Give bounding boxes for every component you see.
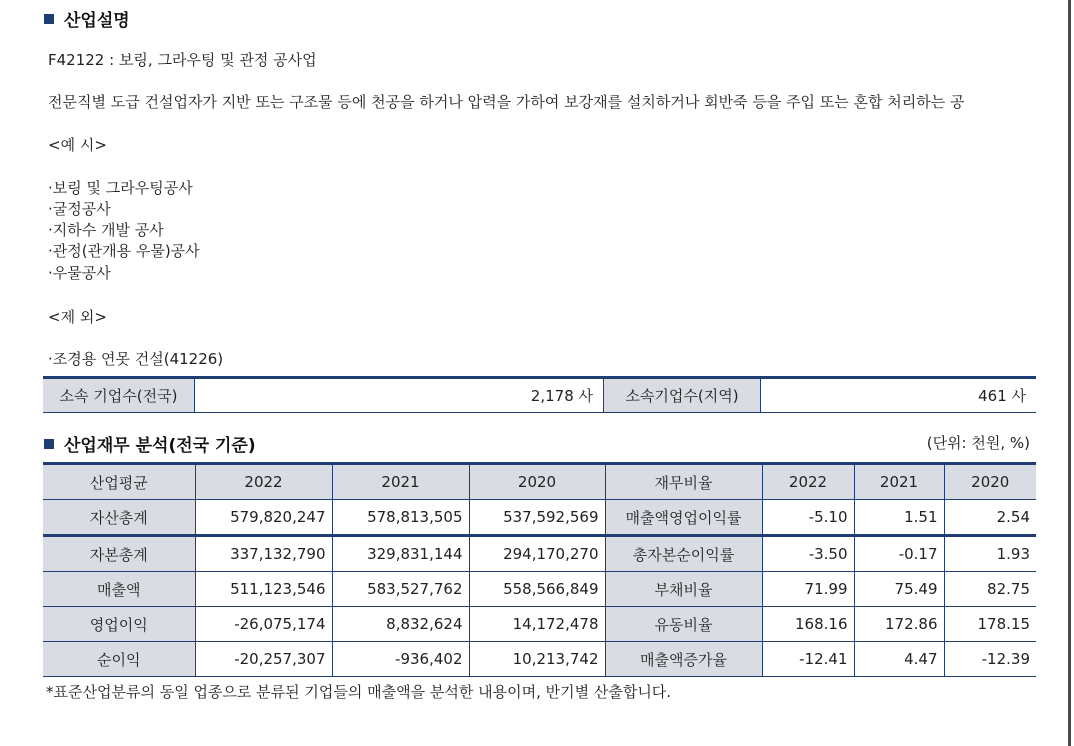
cell-value: 1.51 (854, 500, 944, 536)
cell-value: 172.86 (854, 607, 944, 642)
cell-value: 558,566,849 (469, 572, 605, 607)
section-title-industry (44, 6, 130, 31)
finance-table (43, 462, 1036, 677)
cell-value: 75.49 (854, 572, 944, 607)
column-header: 2021 (854, 464, 944, 500)
row-label: 자본총계 (43, 536, 195, 572)
regional-count-label: 소속기업수(지역) (604, 378, 761, 413)
table-row (43, 607, 1036, 642)
cell-value: -3.50 (762, 536, 854, 572)
table-row (43, 642, 1036, 677)
square-bullet-icon (44, 439, 54, 449)
example-item: ·보링 및 그라우팅공사 (48, 179, 193, 197)
cell-value: 337,132,790 (195, 536, 332, 572)
cell-value: 8,832,624 (332, 607, 469, 642)
ratio-label: 매출액영업이익률 (605, 500, 762, 536)
cell-value: -5.10 (762, 500, 854, 536)
square-bullet-icon (44, 14, 54, 24)
cell-value: 14,172,478 (469, 607, 605, 642)
cell-value: 71.99 (762, 572, 854, 607)
cell-value: -0.17 (854, 536, 944, 572)
table-row (43, 572, 1036, 607)
cell-value: 178.15 (944, 607, 1036, 642)
industry-description: 전문직별 도급 건설업자가 지반 또는 구조물 등에 천공을 하거나 압력을 가하여 보강재를 설치하거나 회반죽 등을 주입 또는 혼합 처리하는 공 (48, 93, 965, 111)
cell-value: 537,592,569 (469, 500, 605, 536)
regional-count-value: 461 사 (978, 387, 1026, 405)
column-header: 2020 (469, 464, 605, 500)
cell-value: -936,402 (332, 642, 469, 677)
exclusion-item: ·조경용 연못 건설(41226) (48, 350, 224, 368)
examples-header: <예 시> (48, 136, 107, 154)
industry-code: F42122 : 보링, 그라우팅 및 관정 공사업 (48, 51, 317, 69)
table-header-row (43, 464, 1036, 500)
cell-value: 579,820,247 (195, 500, 332, 536)
table-row (43, 500, 1036, 536)
cell-value: 4.47 (854, 642, 944, 677)
column-header: 2020 (944, 464, 1036, 500)
cell-value: 294,170,270 (469, 536, 605, 572)
cell-value: 578,813,505 (332, 500, 469, 536)
cell-value: 168.16 (762, 607, 854, 642)
ratio-label: 유동비율 (605, 607, 762, 642)
section-title-text: 산업재무 분석(전국 기준) (64, 436, 256, 456)
ratio-label: 총자본순이익률 (605, 536, 762, 572)
cell-value: 511,123,546 (195, 572, 332, 607)
cell-value: 1.93 (944, 536, 1036, 572)
cell-value: 2.54 (944, 500, 1036, 536)
cell-value: 583,527,762 (332, 572, 469, 607)
cell-value: 82.75 (944, 572, 1036, 607)
section-title-finance (44, 431, 256, 456)
cell-value: -12.39 (944, 642, 1036, 677)
example-item: ·지하수 개발 공사 (48, 221, 164, 239)
cell-value: -26,075,174 (195, 607, 332, 642)
row-label: 매출액 (43, 572, 195, 607)
cell-value: 329,831,144 (332, 536, 469, 572)
example-item: ·굴정공사 (48, 200, 111, 218)
column-header: 2022 (195, 464, 332, 500)
column-header: 2021 (332, 464, 469, 500)
cell-value: -12.41 (762, 642, 854, 677)
column-header: 산업평균 (43, 464, 195, 500)
example-item: ·관정(관개용 우물)공사 (48, 242, 200, 260)
footnote: *표준산업분류의 동일 업종으로 분류된 기업들의 매출액을 분석한 내용이며, 반기별 산출합니다. (46, 683, 672, 701)
cell-value: 10,213,742 (469, 642, 605, 677)
column-header: 재무비율 (605, 464, 762, 500)
row-label: 순이익 (43, 642, 195, 677)
unit-label: (단위: 천원, %) (926, 434, 1030, 452)
column-header: 2022 (762, 464, 854, 500)
exclusions-header: <제 외> (48, 308, 107, 326)
national-count-label: 소속 기업수(전국) (43, 378, 195, 413)
company-count-table (43, 376, 1036, 413)
table-row (43, 536, 1036, 572)
row-label: 자산총계 (43, 500, 195, 536)
cell-value: -20,257,307 (195, 642, 332, 677)
example-item: ·우물공사 (48, 264, 111, 282)
row-label: 영업이익 (43, 607, 195, 642)
ratio-label: 부채비율 (605, 572, 762, 607)
national-count-value: 2,178 사 (195, 378, 604, 413)
ratio-label: 매출액증가율 (605, 642, 762, 677)
section-title-text: 산업설명 (64, 11, 130, 31)
